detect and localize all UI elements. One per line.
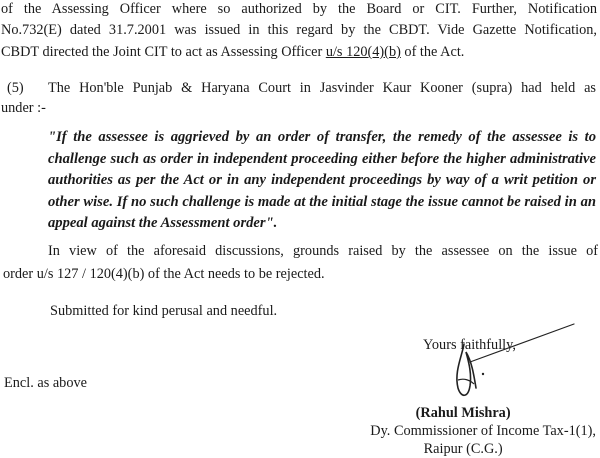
signatory-name: (Rahul Mishra) [415, 405, 511, 421]
court-quotation: "If the assessee is aggrieved by an order of transfer, the remedy of the assessee is to challenge such as order in independent proceeding either before the higher administrative authorities as per the Act or in any independent proceedings by way of a writ petition or other wise. If no such challenge is made at the initial stage the issue cannot be raised in an appeal against the Assessment order". [48, 129, 596, 232]
conclusion-line-2: order u/s 127 / 120(4)(b) of the Act needs to be rejected. [3, 266, 325, 282]
point-number: (5) [7, 80, 24, 96]
paragraph-line-3-text: CBDT directed the Joint CIT to act as Assessing Officer [1, 44, 326, 60]
signatory-location: Raipur (C.G.) [423, 441, 503, 457]
point-5-line-2: under :- [1, 100, 46, 116]
handwritten-signature [428, 322, 578, 402]
enclosure-note: Encl. as above [4, 375, 87, 391]
signatory-block [370, 404, 596, 458]
closing-salutation: Yours faithfully, [423, 337, 516, 353]
point-5-line-1: The Hon'ble Punjab & Haryana Court in Jasvinder Kaur Kooner (supra) had held as [48, 80, 596, 96]
signatory-designation: Dy. Commissioner of Income Tax-1(1), [370, 423, 596, 439]
section-reference: u/s 120(4)(b) [325, 44, 401, 60]
paragraph-line-3-end: of the Act. [400, 44, 465, 60]
conclusion-line-1: In view of the aforesaid discussions, grounds raised by the assessee on the issue of [48, 243, 598, 259]
paragraph-line-2: No.732(E) dated 31.7.2001 was issued in this regard by the CBDT. Vide Gazette Notification, [1, 22, 597, 38]
paragraph-line-1: of the Assessing Officer where so authorized by the Board or CIT. Further, Notification [1, 1, 597, 17]
submission-note: Submitted for kind perusal and needful. [50, 303, 278, 319]
paragraph-line-3 [1, 44, 464, 61]
